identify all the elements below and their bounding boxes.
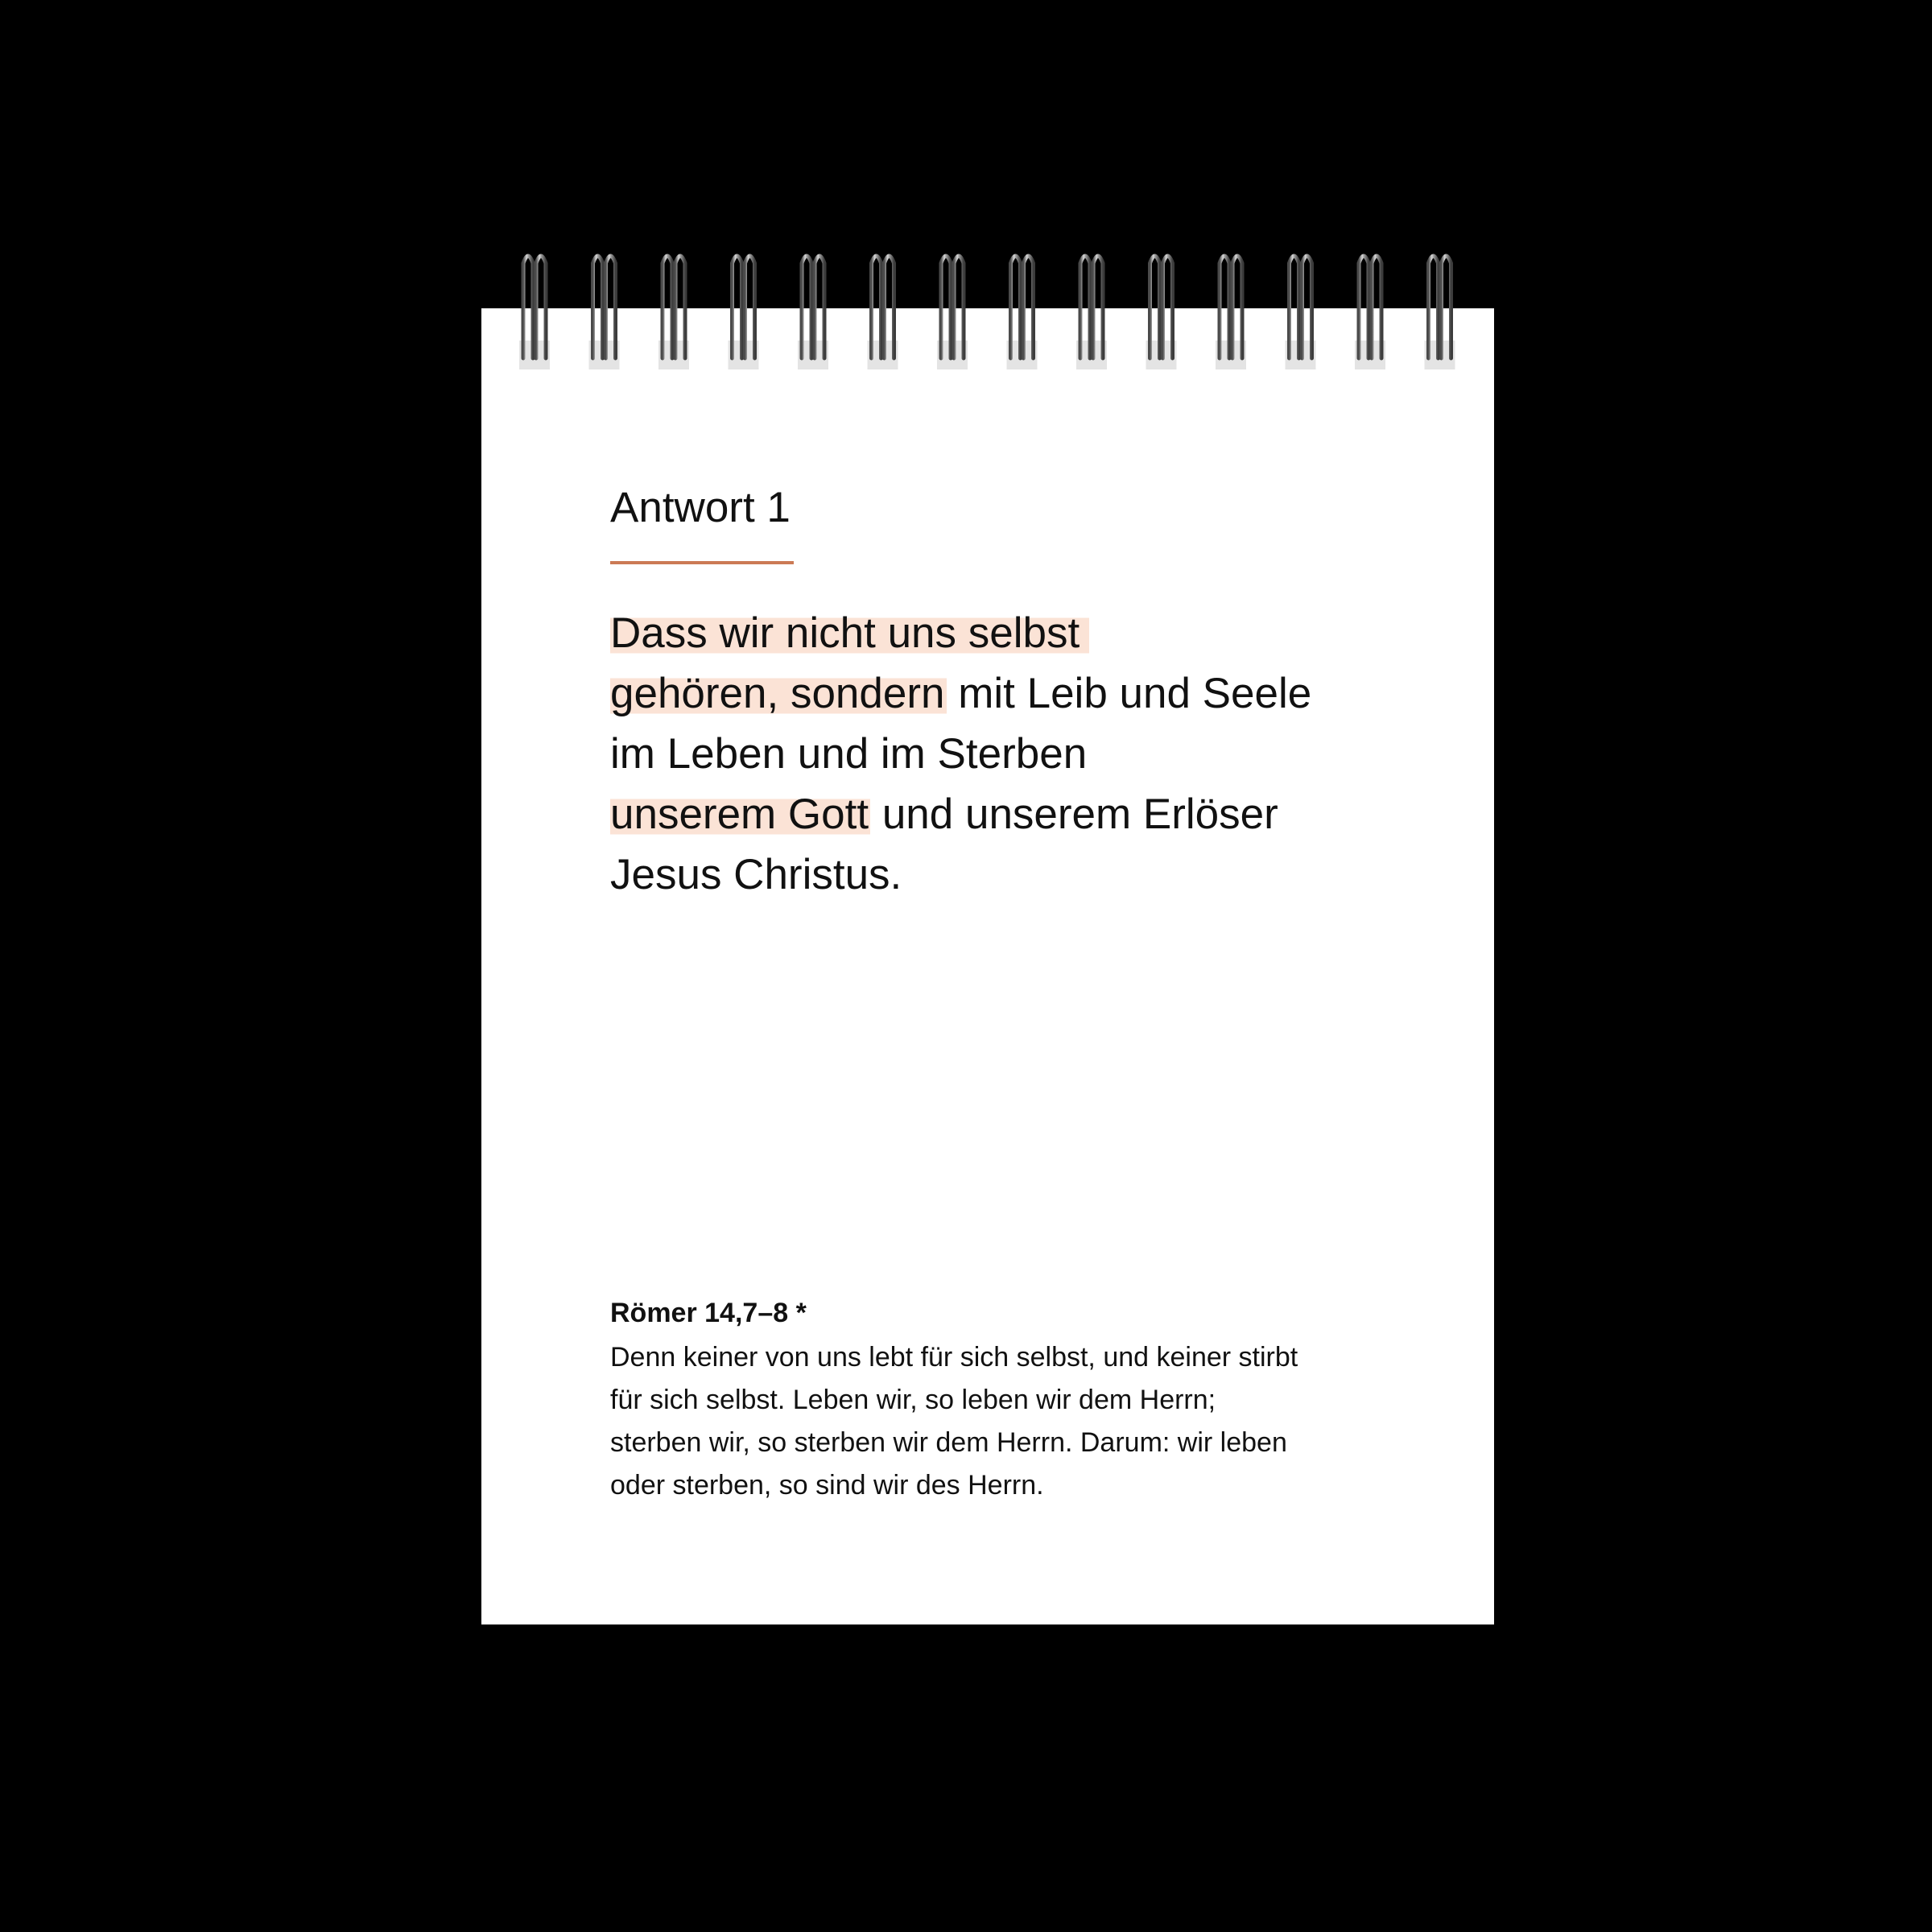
answer-line-5: Jesus Christus. <box>610 851 902 898</box>
spiral-binding <box>481 246 1494 374</box>
spiral-ring-icon <box>1146 256 1177 369</box>
spiral-binding-graphic <box>481 246 1494 374</box>
spiral-ring-icon <box>937 256 968 369</box>
heading-underline <box>610 561 794 564</box>
spiral-ring-icon <box>1425 256 1455 369</box>
spiral-ring-icon <box>589 256 620 369</box>
answer-highlight-3: unserem Gott <box>610 791 869 838</box>
scripture-reference-text <box>610 1336 1383 1507</box>
spiral-ring-icon <box>1007 256 1038 369</box>
answer-highlight-2: gehören, sondern <box>610 670 945 717</box>
spiral-ring-icon <box>658 256 689 369</box>
scripture-reference-title: Römer 14,7–8 * <box>610 1298 807 1328</box>
spiral-ring-icon <box>519 256 550 369</box>
answer-line-3: im Leben und im Sterben <box>610 730 1088 778</box>
spiral-ring-icon <box>729 256 759 369</box>
answer-highlight-1: Dass wir nicht uns selbst <box>610 609 1089 657</box>
answer-line-4-rest: und unserem Erlöser <box>870 791 1278 838</box>
answer-line-4 <box>610 784 1383 844</box>
spiral-ring-icon <box>1216 256 1246 369</box>
answer-line-1 <box>610 603 1383 663</box>
scripture-line-4: oder sterben, so sind wir des Herrn. <box>610 1470 1044 1501</box>
spiral-ring-icon <box>1076 256 1107 369</box>
spiral-ring-icon <box>1286 256 1316 369</box>
answer-line-2 <box>610 663 1383 724</box>
answer-line-2-rest: mit Leib und Seele <box>946 670 1312 717</box>
spiral-ring-icon <box>798 256 828 369</box>
scripture-line-2: für sich selbst. Leben wir, so leben wir dem Herrn; <box>610 1385 1216 1415</box>
scripture-line-1: Denn keiner von uns lebt für sich selbst, und keiner stirbt <box>610 1342 1298 1373</box>
answer-heading: Antwort 1 <box>610 484 791 531</box>
spiral-ring-icon <box>1355 256 1385 369</box>
scripture-line-3: sterben wir, so sterben wir dem Herrn. Darum: wir leben <box>610 1427 1287 1458</box>
answer-text <box>610 603 1383 905</box>
spiral-ring-icon <box>868 256 898 369</box>
